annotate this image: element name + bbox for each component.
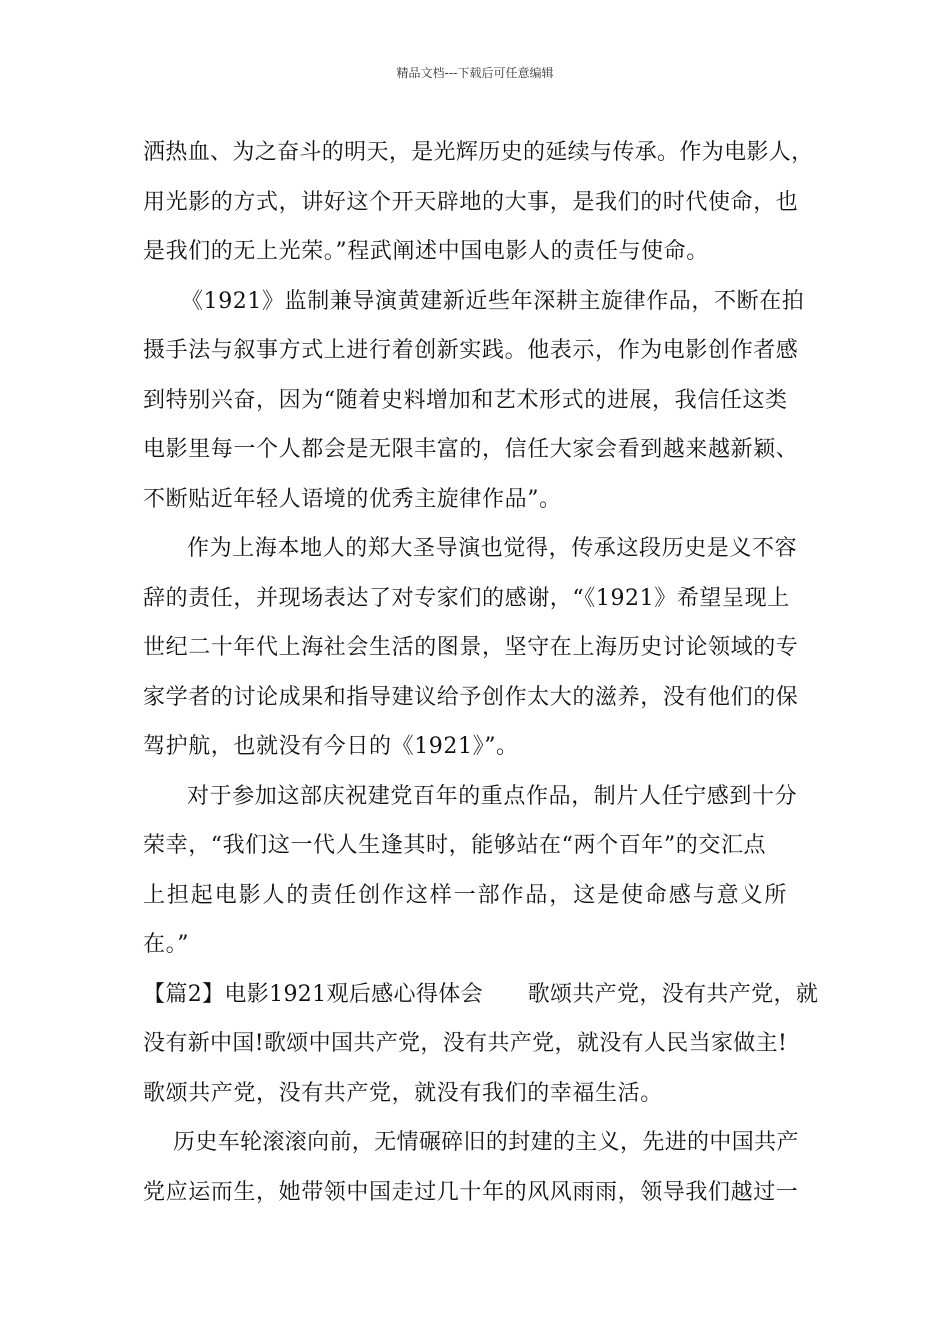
text-line: 对于参加这部庆祝建党百年的重点作品，制片人任宁感到十分 <box>187 783 798 809</box>
text-line: 荣幸，“我们这一代人生逢其时，能够站在“两个百年”的交汇点 <box>143 833 767 858</box>
text-line: 上担起电影人的责任创作这样一部作品，这是使命感与意义所 <box>143 882 789 908</box>
document-body <box>143 128 819 1217</box>
text-line: 【篇2】电影1921观后感心得体会 歌颂共产党，没有共产党，就 <box>143 981 819 1007</box>
text-line: 洒热血、为之奋斗的明天，是光辉历史的延续与传承。作为电影人， <box>143 140 814 165</box>
text-line: 摄手法与叙事方式上进行着创新实践。他表示，作为电影创作者感 <box>143 338 799 363</box>
text-line: 用光影的方式，讲好这个开天辟地的大事，是我们的时代使命，也 <box>143 189 799 215</box>
page-header: 精品文档---下载后可任意编辑 <box>396 66 554 80</box>
text-line: 到特别兴奋，因为“随着史料增加和艺术形式的进展，我信任这类 <box>143 387 788 413</box>
text-line: 电影里每一个人都会是无限丰富的，信任大家会看到越来越新颖、 <box>143 437 799 462</box>
text-line: 是我们的无上光荣。”程武阐述中国电影人的责任与使命。 <box>143 239 709 264</box>
text-line: 没有新中国!歌颂中国共产党，没有共产党，就没有人民当家做主! <box>143 1031 788 1056</box>
text-line: 《1921》监制兼导演黄建新近些年深耕主旋律作品，不断在拍 <box>181 288 805 314</box>
text-line: 驾护航，也就没有今日的《1921》”。 <box>143 734 519 759</box>
text-line: 作为上海本地人的郑大圣导演也觉得，传承这段历史是义不容 <box>187 536 798 561</box>
text-line: 党应运而生，她带领中国走过几十年的风风雨雨，领导我们越过一 <box>143 1179 799 1205</box>
text-line: 不断贴近年轻人语境的优秀主旋律作品”。 <box>143 486 562 512</box>
text-line: 在。” <box>143 932 190 957</box>
text-line: 歌颂共产党，没有共产党，就没有我们的幸福生活。 <box>143 1080 663 1106</box>
text-line: 历史车轮滚滚向前，无情碾碎旧的封建的主义，先进的中国共产 <box>173 1130 799 1155</box>
text-line: 家学者的讨论成果和指导建议给予创作太大的滋养，没有他们的保 <box>143 684 799 710</box>
text-line: 世纪二十年代上海社会生活的图景，坚守在上海历史讨论领域的专 <box>143 635 799 660</box>
text-line: 辞的责任，并现场表达了对专家们的感谢，“《1921》希望呈现上 <box>143 585 790 611</box>
